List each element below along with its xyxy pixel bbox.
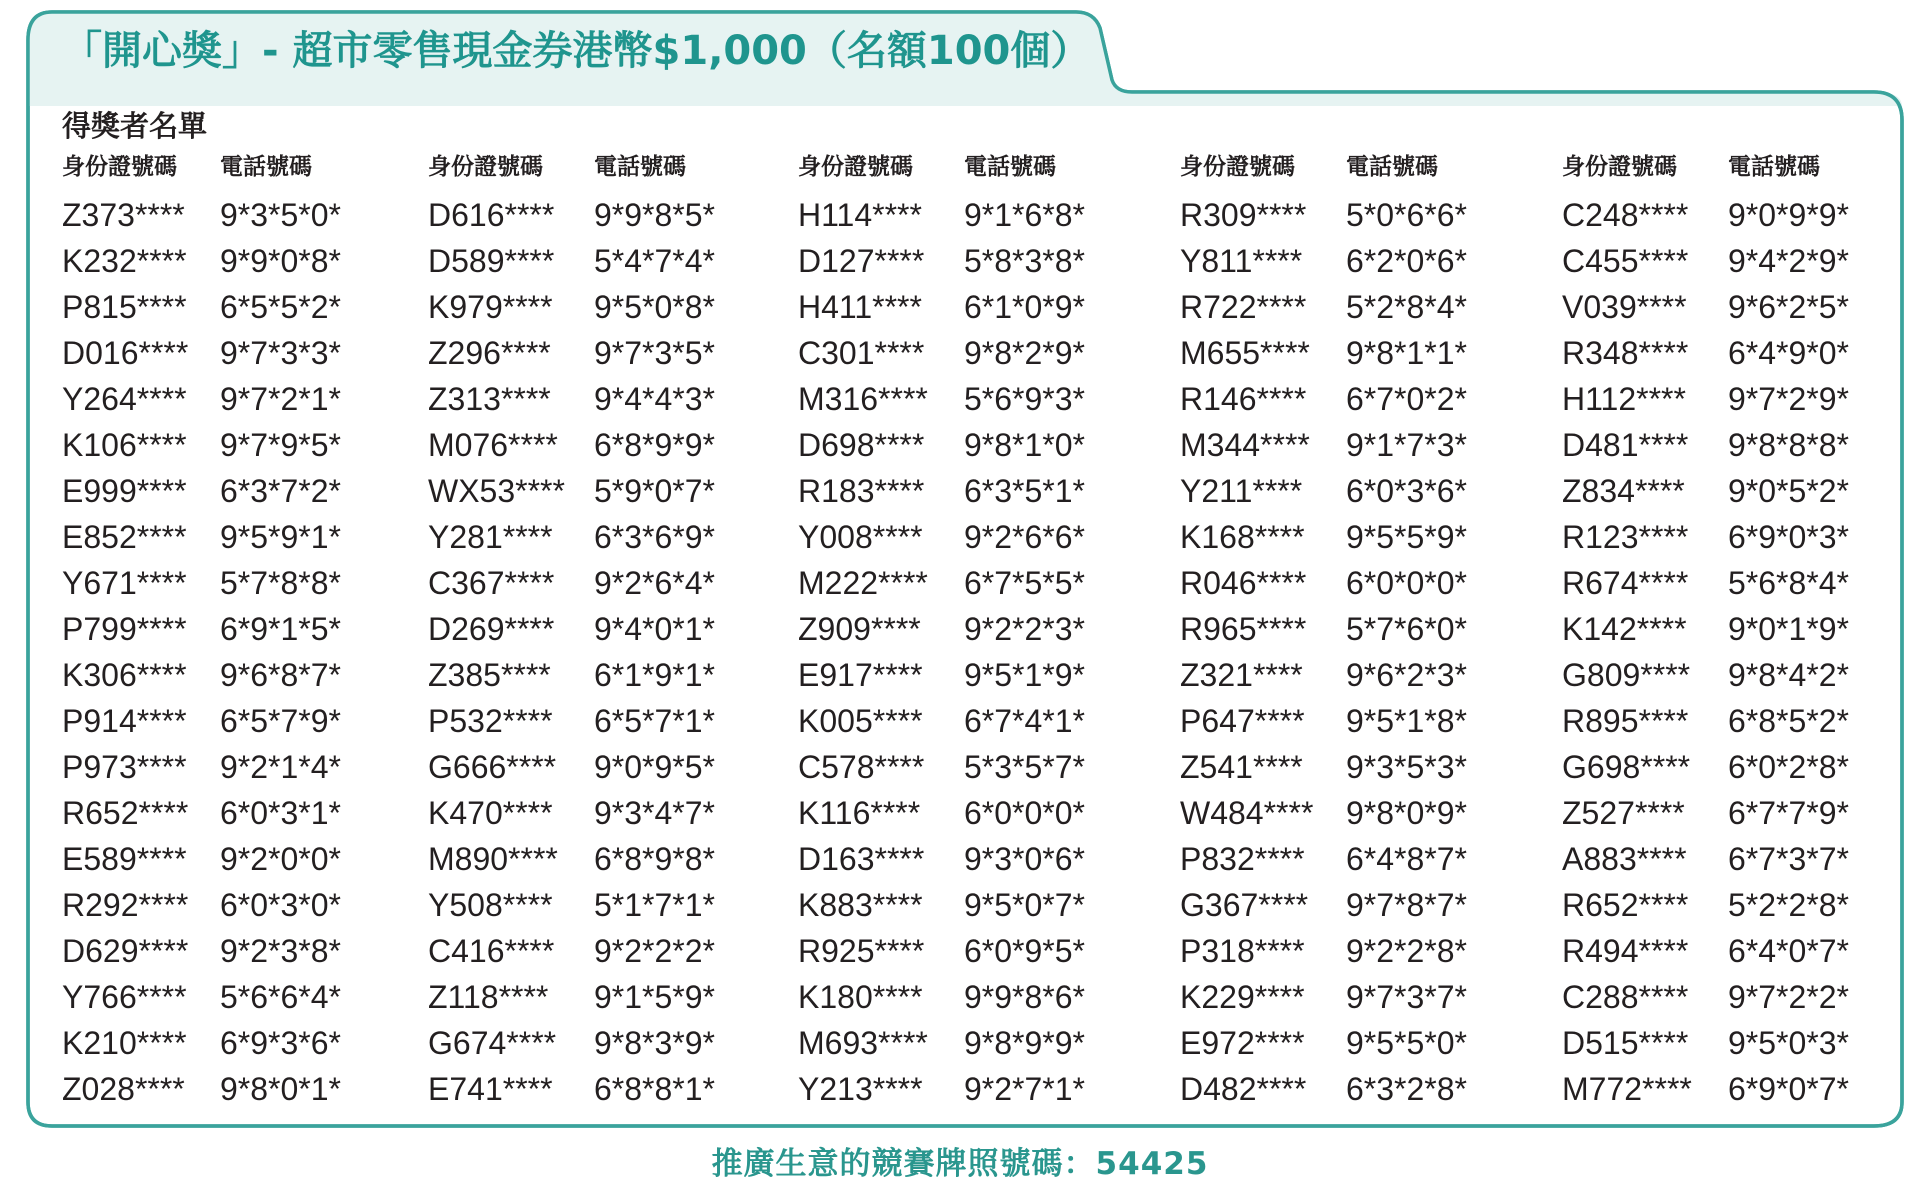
- winner-id: K180****: [798, 979, 923, 1015]
- winner-phone: 9*2*7*1*: [964, 1071, 1085, 1107]
- winner-id: E917****: [798, 657, 923, 693]
- winner-id: Z909****: [798, 611, 921, 647]
- winner-phone: 5*7*6*0*: [1346, 611, 1467, 647]
- winner-id: C301****: [798, 335, 925, 371]
- winner-id: Y213****: [798, 1071, 923, 1107]
- winner-id: Z834****: [1562, 473, 1685, 509]
- winner-phone: 6*9*0*7*: [1728, 1071, 1849, 1107]
- winner-phone: 9*5*1*8*: [1346, 703, 1467, 739]
- winner-phone: 6*7*0*2*: [1346, 381, 1467, 417]
- winner-id: K116****: [798, 795, 921, 831]
- winner-id: G674****: [428, 1025, 557, 1061]
- winner-id: D269****: [428, 611, 555, 647]
- winner-phone: 6*7*7*9*: [1728, 795, 1849, 831]
- winner-phone: 9*9*8*6*: [964, 979, 1085, 1015]
- winner-id: P832****: [1180, 841, 1305, 877]
- winner-id: P532****: [428, 703, 553, 739]
- winner-id: C578****: [798, 749, 925, 785]
- winner-id: D127****: [798, 243, 925, 279]
- winner-phone: 6*0*0*0*: [1346, 565, 1467, 601]
- winner-id: K883****: [798, 887, 923, 923]
- winner-id: P318****: [1180, 933, 1305, 969]
- winner-phone: 9*2*6*6*: [964, 519, 1085, 555]
- winner-id: E852****: [62, 519, 187, 555]
- winner-id: R652****: [1562, 887, 1689, 923]
- id-column-header: 身份證號碼: [1562, 154, 1677, 180]
- winner-phone: 6*3*6*9*: [594, 519, 715, 555]
- winner-phone: 5*2*8*4*: [1346, 289, 1467, 325]
- winner-phone: 5*1*7*1*: [594, 887, 715, 923]
- winner-phone: 5*6*8*4*: [1728, 565, 1849, 601]
- winner-phone: 6*0*3*1*: [220, 795, 341, 831]
- winner-id: K232****: [62, 243, 187, 279]
- winner-id: R292****: [62, 887, 189, 923]
- winner-id: P799****: [62, 611, 187, 647]
- winner-phone: 9*7*3*7*: [1346, 979, 1467, 1015]
- winner-phone: 6*2*0*6*: [1346, 243, 1467, 279]
- winner-phone: 6*3*5*1*: [964, 473, 1085, 509]
- winner-phone: 6*0*0*0*: [964, 795, 1085, 831]
- winner-phone: 9*2*6*4*: [594, 565, 715, 601]
- winner-phone: 6*5*7*9*: [220, 703, 341, 739]
- winner-phone: 6*9*3*6*: [220, 1025, 341, 1061]
- winner-id: D163****: [798, 841, 925, 877]
- winner-id: K470****: [428, 795, 553, 831]
- winner-phone: 9*0*9*5*: [594, 749, 715, 785]
- winner-phone: 9*5*0*3*: [1728, 1025, 1849, 1061]
- winner-id: R965****: [1180, 611, 1307, 647]
- winner-id: M772****: [1562, 1071, 1692, 1107]
- winner-phone: 6*7*3*7*: [1728, 841, 1849, 877]
- winner-id: Z527****: [1562, 795, 1685, 831]
- winner-id: K106****: [62, 427, 187, 463]
- winner-phone: 9*8*1*1*: [1346, 335, 1467, 371]
- winner-id: Y008****: [798, 519, 923, 555]
- winner-id: H411****: [798, 289, 922, 325]
- winner-id: R123****: [1562, 519, 1689, 555]
- winner-phone: 9*3*5*3*: [1346, 749, 1467, 785]
- winner-phone: 9*9*0*8*: [220, 243, 341, 279]
- winner-phone: 5*6*9*3*: [964, 381, 1085, 417]
- winner-phone: 6*0*3*0*: [220, 887, 341, 923]
- winner-id: WX53****: [428, 473, 565, 509]
- winner-phone: 9*0*9*9*: [1728, 197, 1849, 233]
- winner-id: K306****: [62, 657, 187, 693]
- winner-phone: 9*7*2*2*: [1728, 979, 1849, 1015]
- winner-phone: 9*4*4*3*: [594, 381, 715, 417]
- winner-phone: 6*8*9*8*: [594, 841, 715, 877]
- winner-id: Y811****: [1180, 243, 1303, 279]
- winner-phone: 9*1*6*8*: [964, 197, 1085, 233]
- winner-id: P973****: [62, 749, 187, 785]
- winner-id: A883****: [1562, 841, 1687, 877]
- winner-phone: 9*8*0*1*: [220, 1071, 341, 1107]
- winner-phone: 9*1*7*3*: [1346, 427, 1467, 463]
- winner-id: Z118****: [428, 979, 549, 1015]
- winner-phone: 6*0*3*6*: [1346, 473, 1467, 509]
- winner-id: E741****: [428, 1071, 553, 1107]
- winner-id: Y211****: [1180, 473, 1303, 509]
- winner-id: R494****: [1562, 933, 1689, 969]
- winner-id: C367****: [428, 565, 555, 601]
- winner-id: R146****: [1180, 381, 1307, 417]
- winner-phone: 9*2*0*0*: [220, 841, 341, 877]
- winner-phone: 5*4*7*4*: [594, 243, 715, 279]
- winner-id: C416****: [428, 933, 555, 969]
- winner-phone: 6*9*1*5*: [220, 611, 341, 647]
- winner-phone: 9*8*1*0*: [964, 427, 1085, 463]
- winner-phone: 9*0*5*2*: [1728, 473, 1849, 509]
- winner-phone: 9*3*0*6*: [964, 841, 1085, 877]
- winner-phone: 9*2*2*2*: [594, 933, 715, 969]
- winner-phone: 6*4*9*0*: [1728, 335, 1849, 371]
- winner-id: Z296****: [428, 335, 551, 371]
- winner-phone: 6*0*2*8*: [1728, 749, 1849, 785]
- winner-phone: 6*1*0*9*: [964, 289, 1085, 325]
- winner-id: Z313****: [428, 381, 551, 417]
- winner-phone: 9*5*0*8*: [594, 289, 715, 325]
- winner-phone: 9*2*2*3*: [964, 611, 1085, 647]
- winner-id: Y508****: [428, 887, 553, 923]
- winner-id: R348****: [1562, 335, 1689, 371]
- winner-phone: 6*8*9*9*: [594, 427, 715, 463]
- winner-phone: 6*5*7*1*: [594, 703, 715, 739]
- winner-phone: 9*2*2*8*: [1346, 933, 1467, 969]
- winner-id: Z321****: [1180, 657, 1303, 693]
- winner-id: D482****: [1180, 1071, 1307, 1107]
- winner-phone: 9*8*4*2*: [1728, 657, 1849, 693]
- winner-id: K979****: [428, 289, 553, 325]
- winner-phone: 5*3*5*7*: [964, 749, 1085, 785]
- winner-id: P815****: [62, 289, 187, 325]
- winner-id: D016****: [62, 335, 189, 371]
- winner-id: M076****: [428, 427, 558, 463]
- winner-phone: 9*6*2*3*: [1346, 657, 1467, 693]
- phone-column-header: 電話號碼: [1728, 154, 1820, 180]
- winner-id: Y264****: [62, 381, 187, 417]
- winner-id: G809****: [1562, 657, 1691, 693]
- winner-phone: 9*1*5*9*: [594, 979, 715, 1015]
- winner-phone: 6*8*8*1*: [594, 1071, 715, 1107]
- winner-id: M316****: [798, 381, 928, 417]
- winner-phone: 5*8*3*8*: [964, 243, 1085, 279]
- winners-list-heading: 得獎者名單: [62, 109, 208, 143]
- winner-id: Y281****: [428, 519, 553, 555]
- winner-phone: 9*8*3*9*: [594, 1025, 715, 1061]
- winner-id: K210****: [62, 1025, 187, 1061]
- winner-id: R722****: [1180, 289, 1307, 325]
- winner-phone: 9*4*0*1*: [594, 611, 715, 647]
- winner-id: R925****: [798, 933, 925, 969]
- winner-phone: 6*3*7*2*: [220, 473, 341, 509]
- winner-phone: 6*0*9*5*: [964, 933, 1085, 969]
- winner-phone: 5*2*2*8*: [1728, 887, 1849, 923]
- winner-id: G367****: [1180, 887, 1309, 923]
- winner-id: G666****: [428, 749, 557, 785]
- id-column-header: 身份證號碼: [798, 154, 913, 180]
- winner-id: M890****: [428, 841, 558, 877]
- winner-phone: 9*8*0*9*: [1346, 795, 1467, 831]
- id-column-header: 身份證號碼: [62, 154, 177, 180]
- winner-id: P647****: [1180, 703, 1305, 739]
- winner-phone: 6*4*0*7*: [1728, 933, 1849, 969]
- winner-id: Y766****: [62, 979, 187, 1015]
- page-title: 「開心獎」- 超市零售現金券港幣$1,000（名額100個）: [62, 28, 1091, 74]
- winner-id: K005****: [798, 703, 923, 739]
- winner-phone: 5*6*6*4*: [220, 979, 341, 1015]
- winner-phone: 9*7*9*5*: [220, 427, 341, 463]
- winner-phone: 9*5*5*0*: [1346, 1025, 1467, 1061]
- winner-id: Y671****: [62, 565, 187, 601]
- phone-column-header: 電話號碼: [964, 154, 1056, 180]
- winner-phone: 9*2*3*8*: [220, 933, 341, 969]
- winner-id: Z385****: [428, 657, 551, 693]
- winner-id: M344****: [1180, 427, 1310, 463]
- winner-phone: 9*7*2*9*: [1728, 381, 1849, 417]
- winner-phone: 9*8*2*9*: [964, 335, 1085, 371]
- winner-id: M222****: [798, 565, 928, 601]
- winner-id: K168****: [1180, 519, 1305, 555]
- winner-id: H114****: [798, 197, 922, 233]
- winner-id: C248****: [1562, 197, 1689, 233]
- winner-id: M693****: [798, 1025, 928, 1061]
- winner-id: M655****: [1180, 335, 1310, 371]
- licence-number-footer: 推廣生意的競賽牌照號碼：54425: [711, 1146, 1209, 1182]
- winner-id: Z541****: [1180, 749, 1303, 785]
- winner-phone: 9*0*1*9*: [1728, 611, 1849, 647]
- winner-id: D616****: [428, 197, 555, 233]
- winner-id: R183****: [798, 473, 925, 509]
- winner-id: D515****: [1562, 1025, 1689, 1061]
- winner-phone: 5*9*0*7*: [594, 473, 715, 509]
- winner-id: R895****: [1562, 703, 1689, 739]
- winner-phone: 9*8*9*9*: [964, 1025, 1085, 1061]
- winner-phone: 9*7*3*5*: [594, 335, 715, 371]
- winner-phone: 6*3*2*8*: [1346, 1071, 1467, 1107]
- winner-id: D698****: [798, 427, 925, 463]
- winner-id: E999****: [62, 473, 187, 509]
- winner-phone: 6*1*9*1*: [594, 657, 715, 693]
- phone-column-header: 電話號碼: [594, 154, 686, 180]
- winner-phone: 9*4*2*9*: [1728, 243, 1849, 279]
- winner-phone: 5*0*6*6*: [1346, 197, 1467, 233]
- winner-id: C288****: [1562, 979, 1689, 1015]
- winner-phone: 9*2*1*4*: [220, 749, 341, 785]
- winner-id: K142****: [1562, 611, 1687, 647]
- winner-id: D481****: [1562, 427, 1689, 463]
- winner-id: G698****: [1562, 749, 1691, 785]
- winner-phone: 9*9*8*5*: [594, 197, 715, 233]
- winner-phone: 9*5*9*1*: [220, 519, 341, 555]
- winner-phone: 6*7*4*1*: [964, 703, 1085, 739]
- winner-phone: 9*6*8*7*: [220, 657, 341, 693]
- winner-phone: 5*7*8*8*: [220, 565, 341, 601]
- winner-id: P914****: [62, 703, 187, 739]
- winner-phone: 9*5*0*7*: [964, 887, 1085, 923]
- winner-id: R652****: [62, 795, 189, 831]
- winner-phone: 9*5*1*9*: [964, 657, 1085, 693]
- winner-id: C455****: [1562, 243, 1689, 279]
- winner-id: D589****: [428, 243, 555, 279]
- id-column-header: 身份證號碼: [428, 154, 543, 180]
- winner-phone: 9*7*8*7*: [1346, 887, 1467, 923]
- winner-id: Z028****: [62, 1071, 185, 1107]
- id-column-header: 身份證號碼: [1180, 154, 1295, 180]
- winner-phone: 6*7*5*5*: [964, 565, 1085, 601]
- winner-phone: 9*5*5*9*: [1346, 519, 1467, 555]
- winner-id: D629****: [62, 933, 189, 969]
- winner-phone: 9*3*4*7*: [594, 795, 715, 831]
- winner-id: W484****: [1180, 795, 1314, 831]
- winner-id: R046****: [1180, 565, 1307, 601]
- winner-phone: 6*4*8*7*: [1346, 841, 1467, 877]
- winner-phone: 6*5*5*2*: [220, 289, 341, 325]
- winner-phone: 9*3*5*0*: [220, 197, 341, 233]
- winner-phone: 9*8*8*8*: [1728, 427, 1849, 463]
- winner-phone: 6*9*0*3*: [1728, 519, 1849, 555]
- winner-phone: 9*7*2*1*: [220, 381, 341, 417]
- winner-phone: 9*7*3*3*: [220, 335, 341, 371]
- winner-id: E972****: [1180, 1025, 1305, 1061]
- winner-id: Z373****: [62, 197, 185, 233]
- winner-phone: 6*8*5*2*: [1728, 703, 1849, 739]
- phone-column-header: 電話號碼: [1346, 154, 1438, 180]
- winner-id: R309****: [1180, 197, 1307, 233]
- phone-column-header: 電話號碼: [220, 154, 312, 180]
- winner-id: R674****: [1562, 565, 1689, 601]
- winner-id: E589****: [62, 841, 187, 877]
- winner-phone: 9*6*2*5*: [1728, 289, 1849, 325]
- winner-id: V039****: [1562, 289, 1687, 325]
- winner-id: H112****: [1562, 381, 1686, 417]
- winner-id: K229****: [1180, 979, 1305, 1015]
